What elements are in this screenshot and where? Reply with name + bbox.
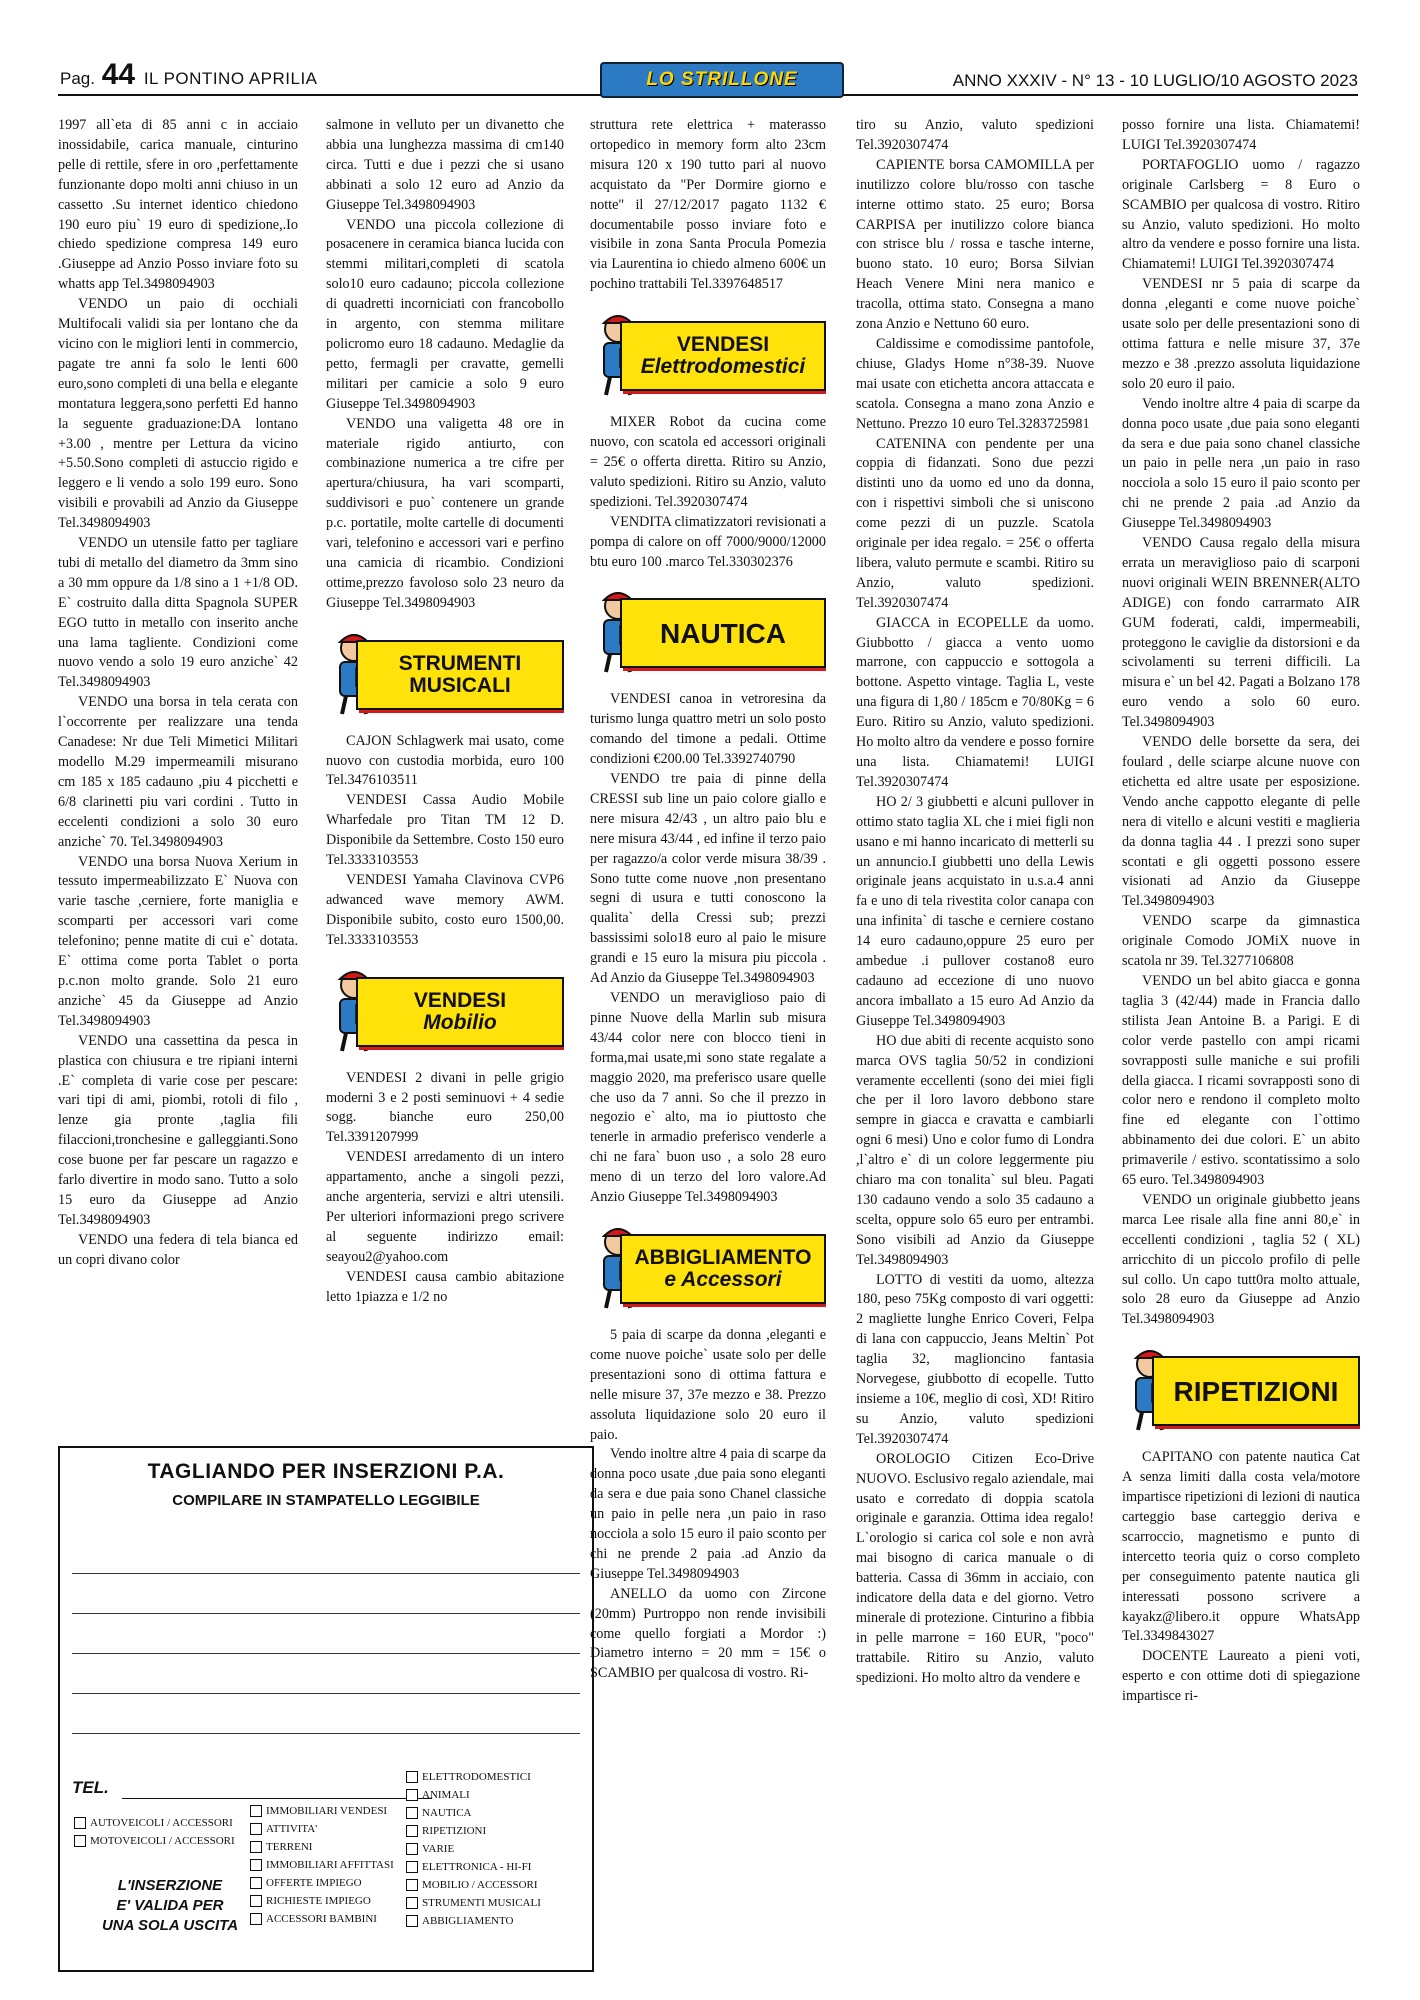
- tel-field[interactable]: [122, 1798, 432, 1799]
- column-4: [856, 116, 1094, 1982]
- page-number: 44: [101, 58, 136, 91]
- ad-text: VENDO un paio di occhiali Multifocali validi sia per lontano che da vicino con le migliori lenti in commercio, pagate tre anni fa solo le lenti 600 euro,sono completi di una bella e elegante montatura leggera,sono perfetti Ed hanno la seguente graduazione:DA lontano +3.00 , mentre per Lettura da vicino +5.50.Sono completi di astuccio rigido e leggero e li vendo a solo 199 euro. Sono visibili e provabili ad Anzio da Giuseppe Tel.3498094903: [58, 296, 298, 532]
- column-3: [590, 116, 826, 1982]
- category-option[interactable]: VARIE: [406, 1840, 541, 1858]
- ad-text: Vendo inoltre altre 4 paia di scarpe da donna poco usate ,due paia sono eleganti da sera e due paia sono Chanel classiche un paio in pelle nera ,un paio in raso nocciola a solo 15 euro il paio sconto per chi ne prende 2 paia .ad Anzio da Giuseppe Tel.3498094903: [590, 1446, 826, 1582]
- ad-text: VENDESI nr 5 paia di scarpe da donna ,eleganti e come nuove poiche` usate solo per delle presentazioni sono di ottima fattura e nelle misure 37, 37e mezzo e 38 .prezzo assoluta liquidazione solo 20 euro il paio.: [1122, 276, 1360, 392]
- banner-box: [356, 977, 564, 1047]
- ad-text: OROLOGIO Citizen Eco-Drive NUOVO. Esclusivo regalo aziendale, mai usato e corredato di doppia scatola originale e garanzia. Ottima idea regalo! L`orologio si carica col sole e non avrà mai bisogno di carica manuale o di batteria. Cassa di 36mm in acciaio, con indicatore della data e del giorno. Vetro minerale di protezione. Cinturino a fibbia in pelle marrone = 160 EUR, "poco" trattabile. Ritiro su Anzio, valuto spedizioni. Ho molto altro da vendere e: [856, 1450, 1094, 1686]
- ad-text: VENDO una borsa in tela cerata con l`occorrente per realizzare una tenda Canadese: Nr due Teli Mimetici Militari modello M.29 impermeamili misurano cm 185 x 185 cadauno ,piu 4 picchetti e 6/8 clarinetti piu vari cordini . Tutto in eccelenti condizioni a solo 30 euro anziche` 70. Tel.3498094903: [58, 694, 298, 850]
- checkbox[interactable]: [406, 1915, 418, 1927]
- write-line[interactable]: [72, 1653, 580, 1654]
- section-banner-strumenti-musicali: [326, 628, 564, 720]
- ad-text: VENDESI arredamento di un intero appartamento, anche a singoli pezzi, anche argenteria, servizi e altri utensili. Per ulteriori informazioni prego scrivere al seguente indirizzo email: seayou2@yahoo.com: [326, 1149, 564, 1265]
- ad-text: LOTTO di vestiti da uomo, altezza 180, peso 75Kg composto di vari oggetti: 2 magliette lunghe Enrico Coveri, Felpa di lana con cappuccio, Jeans Meltin` Pot taglia 32, maglioncino fantasia Norvegese, giubbotto di ecopelle. Tutto insieme a 10€, meglio di così, XD! Ritiro su Anzio, valuto spedizioni Tel.3920307474: [856, 1271, 1094, 1447]
- ad-text: CAJON Schlagwerk mai usato, come nuovo con custodia morbida, euro 100 Tel.3476103511: [326, 732, 564, 789]
- banner-box: [620, 598, 826, 668]
- column-1: [58, 116, 298, 1426]
- checkbox[interactable]: [406, 1879, 418, 1891]
- category-options-col3: [406, 1768, 541, 1930]
- ad-text: VENDESI canoa in vetroresina da turismo lunga quattro metri un solo posto comando del timone a pedali. Ottime condizioni €200.00 Tel.3392740790: [590, 691, 826, 768]
- category-option[interactable]: ATTIVITA': [250, 1820, 394, 1838]
- page-prefix: Pag.: [60, 69, 95, 88]
- category-options-col1: [74, 1814, 235, 1850]
- validity-note: L'INSERZIONE E' VALIDA PER UNA SOLA USCITA: [101, 1877, 239, 1934]
- ad-text: VENDO una cassettina da pesca in plastica con chiusura e tre ripiani interni .E` completa di varie cose per pescare: vari tipi di ami, piombi, rotoli di filo , lenze gia pronte ,taglia fili filaccioni,tronchesine e galleggianti.Sono cose buone per far pescare un ragazzo e farlo divertire in modo sano. Tutto a solo 15 euro da Giuseppe ad Anzio Tel.3498094903: [58, 1032, 298, 1228]
- ad-text: VENDESI Cassa Audio Mobile Wharfedale pro Titan TM 12 D. Disponibile da Settembre. Costo 150 euro Tel.3333103553: [326, 792, 564, 869]
- checkbox[interactable]: [74, 1835, 86, 1847]
- banner-subtitle: Elettrodomestici: [640, 355, 806, 379]
- section-banner-abbigliamento: [590, 1222, 826, 1314]
- banner-title: VENDESI: [413, 988, 507, 1012]
- ad-text: CAPIENTE borsa CAMOMILLA per inutilizzo colore blu/rosso con tasche interne ottimo stato. 25 euro; Borsa CARPISA per inutilizzo colore bianca con strisce blu / rossa e tasche interne, buono stato. 10 euro; Borsa Silvian Heach Venere Mini nera manico e tracolla, ottima stato. Consegna a mano zona Anzio e Nettuno 60 euro.: [856, 156, 1094, 333]
- checkbox[interactable]: [250, 1841, 262, 1853]
- ad-text: VENDO tre paia di pinne della CRESSI sub line un paio colore giallo e nere misura 42/43 , un altro paio blu e nere misura 43/44 , ed infine il terzo paio per ragazzo/a color verde misura 38/39 . Sono tutte come nuove ,non presentano segni di usura e tutti conoscono la qualita` della Cressi sub; prezzi bassissimi solo18 euro al paio le misure grandi e 15 euro la misura piu piccola . Ad Anzio da Giuseppe Tel.3498094903: [590, 771, 826, 987]
- category-option[interactable]: RIPETIZIONI: [406, 1822, 541, 1840]
- checkbox[interactable]: [74, 1817, 86, 1829]
- ad-text: 5 paia di scarpe da donna ,eleganti e come nuove poiche` usate solo per delle presentazioni sono di ottima fattura e nelle misure 37, 37e mezzo e 38. Prezzo assoluta liquidazione solo 20 euro il paio.: [590, 1326, 826, 1443]
- ad-text: GIACCA in ECOPELLE da uomo. Giubbotto / giacca a vento uomo marrone, con cappuccio e sottogola a bottone. Aspetto vintage. Taglia L, veste una figura di 1,80 / 185cm e 70/80Kg = 6 Euro. Ritiro su Anzio, valuto spedizioni. Ho molto altro da vendere e posso fornire una lista. Chiamatemi! LUIGI Tel.3920307474: [856, 614, 1094, 790]
- ad-text: ANELLO da uomo con Zircone (20mm) Purtroppo non rende invisibili come quello forgiati a Mordor :) Diametro interno = 20 mm = 15€ o SCAMBIO per qualcosa di vostro. Ri-: [590, 1585, 826, 1682]
- banner-box: [1152, 1356, 1360, 1426]
- publication-name: IL PONTINO APRILIA: [143, 69, 318, 88]
- checkbox[interactable]: [250, 1859, 262, 1871]
- category-option[interactable]: MOTOVEICOLI / ACCESSORI: [74, 1832, 235, 1850]
- banner-subtitle: Mobilio: [423, 1010, 497, 1034]
- category-option[interactable]: NAUTICA: [406, 1804, 541, 1822]
- ad-text: VENDO Causa regalo della misura errata un meraviglioso paio di scarponi nuovi originali WEIN BRENNER(ALTO ADIGE) con fondo carrarmato AIR GUM foderati, caldi, impermeabili, proteggono le caviglie da distorsioni e da scivolamenti su terreni difficili. La misura e` un bel 42. Pagati a Bolzano 178 euro vendo a solo 60 euro. Tel.3498094903: [1122, 535, 1360, 731]
- category-option[interactable]: TERRENI: [250, 1838, 394, 1856]
- section-banner-elettrodomestici: [590, 309, 826, 401]
- category-option[interactable]: ELETTRODOMESTICI: [406, 1768, 541, 1786]
- category-option[interactable]: AUTOVEICOLI / ACCESSORI: [74, 1814, 235, 1832]
- category-option[interactable]: ELETTRONICA - HI-FI: [406, 1858, 541, 1876]
- write-line[interactable]: [72, 1613, 580, 1614]
- ad-text: CAPITANO con patente nautica Cat A senza limiti dalla costa vela/motore impartisce ripetizioni di lezioni di nautica carteggio base carteggio deriva e scarroccio, magnetismo e punto di intercetto teoria quiz o corso completo per conseguimento patente nautica gli interessati possono scrivere a kayakz@libero.it oppure WhatsApp Tel.3349843027: [1122, 1449, 1360, 1645]
- ad-text: posso fornire una lista. Chiamatemi! LUIGI Tel.3920307474: [1122, 117, 1360, 153]
- banner-title: VENDESI: [676, 333, 770, 357]
- ad-text: VENDO una piccola collezione di posacenere in ceramica bianca lucida con stemmi militari,completi di scatola solo10 euro cadauno; piccola collezione di quadretti incorniciati con francobollo in argento, con stemma militare policromo euro 18 cadauno. Medaglie da petto, fermagli per cravatte, gemelli militari per camicie a solo 9 euro Giuseppe Tel.3498094903: [326, 216, 564, 412]
- write-line[interactable]: [72, 1733, 580, 1734]
- banner-subtitle: MUSICALI: [409, 673, 511, 697]
- ad-text: CATENINA con pendente per una coppia di fidanzati. Sono due pezzi distinti uno da uomo ed uno da donna, con i rispettivi simboli che si uniscono come pezzi di un puzzle. Scatola originale per idea regalo. = 25€ o offerta libera, valuto permute e scambi. Ritiro su Anzio, valuto spedizioni. Tel.3920307474: [856, 435, 1094, 611]
- banner-title: NAUTICA: [660, 617, 786, 649]
- section-banner-mobilio: [326, 965, 564, 1057]
- ad-text: VENDESI Yamaha Clavinova CVP6 adwanced wave memory AWM. Disponibile subito, costo euro 1500,00. Tel.3333103553: [326, 872, 564, 948]
- ad-text: Caldissime e comodissime pantofole, chiuse, Gladys Home n°38-39. Nuove mai usate con etichetta ancora attaccata e scatola. Consegna a mano zona Anzio e Nettuno. Prezzo 10 euro Tel.3283725981: [856, 335, 1094, 432]
- section-banner-nautica: [590, 586, 826, 678]
- ad-text: VENDO un bel abito giacca e gonna taglia 3 (42/44) made in Francia dallo stilista Jean Antoine B. a Parigi. E di color verde pastello con ampi ricami sovrapposti sulle maniche e sui profili della giacca. I ricami sovrapposti sono di color nero e rendono il completo molto fine ed elegante con l`ottimo abbinamento dei due colori. E` un abito primaverile / estivo. scontatissimo a solo 65 euro. Tel.3498094903: [1122, 972, 1360, 1189]
- checkbox[interactable]: [406, 1789, 418, 1801]
- banner-subtitle: e Accessori: [664, 1267, 782, 1291]
- write-line[interactable]: [72, 1693, 580, 1694]
- checkbox[interactable]: [406, 1861, 418, 1873]
- category-option[interactable]: ANIMALI: [406, 1786, 541, 1804]
- checkbox[interactable]: [406, 1807, 418, 1819]
- write-line[interactable]: [72, 1573, 580, 1574]
- ad-text: HO 2/ 3 giubbetti e alcuni pullover in ottimo stato taglia XL che i miei figli non usano e mi hanno incaricato di metterli su un annuncio.I giubbetti uno della Lewis originale jeans acquistato in u.s.a.4 anni fa e uno di tela rivestita color canapa con una infinita` di tasche e cerniere costano 14 euro cadauno,oppure 25 euro per ambedue .i pullover costano8 euro cadauno ad eccezione di uno nuovo ancora imballato a 15 euro Ad Anzio da Giuseppe Tel.3498094903: [856, 793, 1094, 1029]
- ad-text: Vendo inoltre altre 4 paia di scarpe da donna poco usate ,due paia sono eleganti da sera e due paia sono chanel classiche un paio in pelle nera ,un paio in raso nocciola a solo 15 euro il paio sconto per chi ne prende 2 paia .ad Anzio da Giuseppe Tel.3498094903: [1122, 395, 1360, 532]
- category-option[interactable]: OFFERTE IMPIEGO: [250, 1874, 394, 1892]
- category-options-col2: [250, 1802, 394, 1928]
- banner-title: RIPETIZIONI: [1173, 1375, 1339, 1407]
- category-option[interactable]: MOBILIO / ACCESSORI: [406, 1876, 541, 1894]
- ad-text: tiro su Anzio, valuto spedizioni Tel.3920307474: [856, 117, 1094, 153]
- ad-text: VENDO una valigetta 48 ore in materiale rigido antiurto, con combinazione numerica a tre cifre per apertura/chiusura, ha vari scomparti, suddivisori e puo` contenere un grande p.c. portatile, molte cartelle di documenti vari, telefonino e accessori vari e perfino una camicia di ricambio. Condizioni ottime,prezzo favoloso solo 23 neuro da Giuseppe Tel.3498094903: [326, 415, 564, 611]
- category-option[interactable]: IMMOBILIARI AFFITTASI: [250, 1856, 394, 1874]
- ad-text: 1997 all`eta di 85 anni c in acciaio inossidabile, carica manuale, cinturino pelle di rettile, sfere in oro ,perfettamente funzionante dopo molti anni chiuso in un cassetto .Su internet identico chiedono 190 euro piu` 19 euro di spedizione,.Io chiedo spedizione compresa 149 euro .Giuseppe ad Anzio Posso inviare foto su whatts app Tel.3498094903: [58, 117, 298, 293]
- section-banner-ripetizioni: [1122, 1344, 1360, 1436]
- insertion-coupon[interactable]: [58, 1446, 594, 1972]
- banner-box: [620, 321, 826, 391]
- category-option[interactable]: ABBIGLIAMENTO: [406, 1912, 541, 1930]
- ad-text: VENDO un originale giubbetto jeans marca Lee risale alla fine anni 80,e` in eccellenti condizioni , taglia 52 ( XL) arricchito di un piccolo profilo di pelle sul collo. Un capo tutt0ra molto attuale, solo 28 euro da Giuseppe ad Anzio Tel.3498094903: [1122, 1191, 1360, 1328]
- ad-text: VENDO una borsa Nuova Xerium in tessuto impermeabilizzato E` Nuova con varie tasche ,cerniere, forte maniglia e scomparti per accessori vari come telefonino; penne matite di cui e` dotata. E` ottima come porta Tablet o porta p.c.non molto grande. Solo 21 euro anziche` 45 da Giuseppe ad Anzio Tel.3498094903: [58, 853, 298, 1029]
- ad-text: VENDO una federa di tela bianca ed un copri divano color: [58, 1231, 298, 1268]
- checkbox[interactable]: [250, 1823, 262, 1835]
- ad-text: PORTAFOGLIO uomo / ragazzo originale Carlsberg = 8 Euro o SCAMBIO per qualcosa di vostro. Ritiro su Anzio, valuto spedizioni. Ho molto altro da vendere e posso fornire una lista. Chiamatemi! LUIGI Tel.3920307474: [1122, 156, 1360, 273]
- banner-box: [356, 640, 564, 710]
- ad-text: DOCENTE Laureato a pieni voti, esperto e con ottime doti di spiegazione impartisce ri-: [1122, 1648, 1360, 1705]
- ad-text: MIXER Robot da cucina come nuovo, con scatola ed accessori originali = 25€ o offerta diretta. Ritiro su Anzio, valuto spedizioni. Ritiro su Anzio, valuto spedizioni. Tel.3920307474: [590, 414, 826, 510]
- ad-text: VENDO scarpe da gimnastica originale Comodo JOMiX nuove in scatola nr 39. Tel.3277106808: [1122, 913, 1360, 970]
- coupon-subtitle: COMPILARE IN STAMPATELLO LEGGIBILE: [172, 1492, 480, 1509]
- category-option[interactable]: ACCESSORI BAMBINI: [250, 1910, 394, 1928]
- header-left: [60, 58, 318, 92]
- checkbox[interactable]: [406, 1825, 418, 1837]
- issue-info: ANNO XXXIV - N° 13 - 10 LUGLIO/10 AGOSTO 2023: [952, 71, 1358, 90]
- ad-text: VENDO un utensile fatto per tagliare tubi di metallo del diametro da 3mm sino a 30 mm oppure da 1/8 sino a 1 +1/8 OD. E` costruito dalla ditta Spagnola SUPER EGO tutto in metallo con inserito anche una lama tagliente. Condizioni come nuovo vendo a solo 19 euro anziche` 42 Tel.3498094903: [58, 535, 298, 691]
- newspaper-logo: [600, 62, 844, 98]
- ad-text: VENDESI causa cambio abitazione letto 1piazza e 1/2 no: [326, 1268, 564, 1305]
- ad-text: salmone in velluto per un divanetto che abbia una lunghezza massima di cm140 circa. Tutti e due i pezzi che si usano abbinati a solo 12 euro ad Anzio da Giuseppe Tel.3498094903: [326, 117, 564, 213]
- logo-text: LO STRILLONE: [646, 69, 798, 90]
- category-option[interactable]: STRUMENTI MUSICALI: [406, 1894, 541, 1912]
- banner-title: ABBIGLIAMENTO: [634, 1245, 812, 1269]
- ad-text: VENDITA climatizzatori revisionati a pompa di calore on off 7000/9000/12000 btu euro 100 .marco Tel.330302376: [590, 513, 826, 570]
- ad-text: HO due abiti di recente acquisto sono marca OVS taglia 50/52 in condizioni veramente eccellenti (sono dei miei figli che per il loro lavoro debbono stare sempre in giacca e cravatta e cambiarli ogni 6 mesi) Uno e color fumo di Londra ,l`altro e` di un colore leggermente piu chiaro ma con tonalita` sul bleu. Pagati 130 cadauno vendo a solo 35 cadauno a scelta, oppure solo 65 euro per entrambi. Sono visibili ad Anzio da Giuseppe Tel.3498094903: [856, 1032, 1094, 1268]
- checkbox[interactable]: [406, 1843, 418, 1855]
- ad-text: VENDESI 2 divani in pelle grigio moderni 3 e 2 posti seminuovi + 4 sedie sogg. bianche euro 250,00 Tel.3391207999: [326, 1069, 564, 1146]
- category-option[interactable]: IMMOBILIARI VENDESI: [250, 1802, 394, 1820]
- ad-text: struttura rete elettrica + materasso ortopedico in memory form alto 23cm misura 120 x 190 tutto pari al nuovo acquistato da "Per Dormire giorno e notte" il 27/12/2017 pagato 1132 € documentabile posso inviare foto e visibile in zona Santa Procula Pomezia via Laurentina io chiedo almeno 600€ un pochino trattabili Tel.3397648517: [590, 117, 826, 293]
- checkbox[interactable]: [406, 1771, 418, 1783]
- column-5: [1122, 116, 1360, 1982]
- tel-label: TEL.: [72, 1778, 109, 1797]
- banner-title: STRUMENTI: [398, 651, 522, 675]
- ad-text: VENDO un meraviglioso paio di pinne Nuove della Marlin sub misura 43/44 color nere con blocco tieni in forma,mai usate,mi sono state regalate a maggio 2020, ma preferisco usare quelle che uso da 7 anni. So che il prezzo in negozio e` alto, ma io piuttosto che tenerle in armadio preferisco venderle a chi ne fara` buon uso , a solo 28 euro meno di un terzo del loro valore.Ad Anzio Giuseppe Tel.3498094903: [590, 990, 826, 1206]
- banner-box: [620, 1234, 826, 1304]
- coupon-title: TAGLIANDO PER INSERZIONI P.A.: [147, 1460, 505, 1483]
- checkbox[interactable]: [250, 1805, 262, 1817]
- ad-text: VENDO delle borsette da sera, dei foulard , delle sciarpe alcune nuove con etichetta ed altre usate per esposizione. Vendo anche cappotto elegante di pelle nera di vitello e alcuni vestiti e maglieria da donna taglia 44 . I prezzi sono super scontati e gli oggetti possono essere visionati ad Anzio da Giuseppe Tel.3498094903: [1122, 734, 1360, 910]
- category-option[interactable]: RICHIESTE IMPIEGO: [250, 1892, 394, 1910]
- column-2: [326, 116, 564, 1436]
- checkbox[interactable]: [406, 1897, 418, 1909]
